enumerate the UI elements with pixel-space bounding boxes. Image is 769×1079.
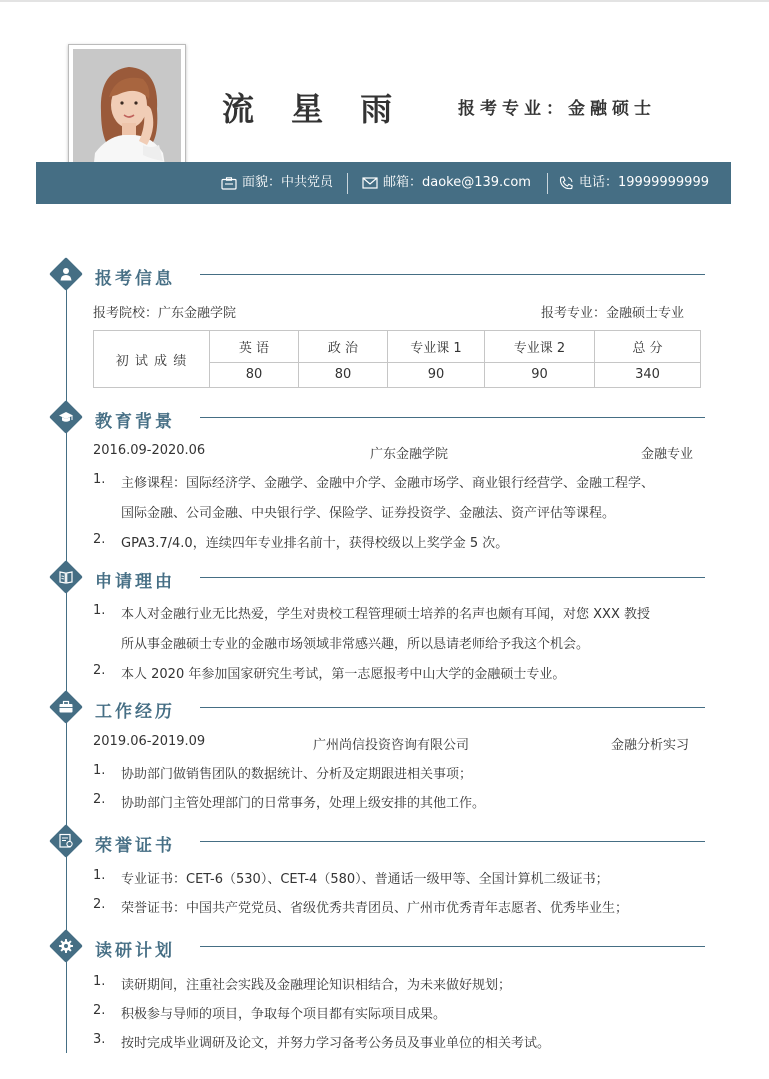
score-header: 总 分 (595, 331, 701, 363)
score-header: 英 语 (210, 331, 299, 363)
list-item: 专业证书：CET-6（530）、CET-4（580）、普通话一级甲等、全国计算机二级证书； (121, 872, 609, 887)
contact-divider (347, 173, 348, 194)
score-header: 政 治 (299, 331, 388, 363)
list-number: 3. (93, 1032, 106, 1047)
apply-info-section-icon (54, 262, 78, 286)
list-item-continued: 所从事金融硕士专业的金融市场领域非常感兴趣，所以恳请老师给予我这个机会。 (121, 637, 590, 652)
list-number: 1. (93, 763, 106, 778)
mail-icon (362, 177, 378, 189)
list-number: 2. (93, 663, 106, 678)
list-number: 2. (93, 897, 106, 912)
list-number: 2. (93, 1003, 106, 1018)
score-header: 专业课 2 (485, 331, 595, 363)
graduation-cap-icon (58, 409, 74, 425)
score-row-label: 初 试 成 绩 (94, 331, 210, 388)
list-item: 按时完成毕业调研及论文，并努力学习备考公务员及事业单位的相关考试。 (121, 1036, 551, 1051)
list-item: 读研期间，注重社会实践及金融理论知识相结合，为未来做好规划； (121, 978, 512, 993)
honors-section-icon (54, 829, 78, 853)
contact-email-text[interactable]: 邮箱：daoke@139.com (383, 175, 531, 190)
reason-title: 申请理由 (95, 572, 175, 592)
apply-major-heading: 报考专业：金融硕士 (458, 99, 656, 119)
apply-school: 报考院校：广东金融学院 (93, 306, 237, 321)
plan-section-icon (54, 934, 78, 958)
plan-title: 读研计划 (95, 941, 175, 961)
honors-title: 荣誉证书 (95, 836, 175, 856)
education-period: 2016.09-2020.06 (93, 443, 206, 458)
work-role: 金融分析实习 (611, 738, 690, 753)
section-divider (200, 417, 705, 418)
reason-section-icon (54, 565, 78, 589)
apply-info-title: 报考信息 (95, 269, 175, 289)
apply-major: 报考专业：金融硕士专业 (541, 306, 685, 321)
section-divider (200, 274, 705, 275)
score-value: 90 (388, 362, 485, 387)
section-divider (200, 841, 705, 842)
work-title: 工作经历 (95, 702, 175, 722)
contact-divider (547, 173, 548, 194)
education-section-icon (54, 405, 78, 429)
education-title: 教育背景 (95, 412, 175, 432)
section-divider (200, 577, 705, 578)
contact-band (36, 162, 731, 204)
list-number: 1. (93, 868, 106, 883)
list-item: 主修课程：国际经济学、金融学、金融中介学、金融市场学、商业银行经营学、金融工程学、 (121, 476, 655, 491)
id-card-icon (221, 177, 237, 190)
certificate-icon (58, 833, 74, 849)
score-value: 80 (210, 362, 299, 387)
contact-email (362, 162, 531, 204)
score-value: 340 (595, 362, 701, 387)
list-item: 积极参与导师的项目，争取每个项目都有实际项目成果。 (121, 1007, 447, 1022)
list-item: 协助部门做销售团队的数据统计、分析及定期跟进相关事项； (121, 767, 473, 782)
education-school: 广东金融学院 (370, 447, 449, 462)
user-icon (58, 266, 74, 282)
score-table (93, 330, 701, 388)
phone-icon (558, 176, 574, 191)
list-item: 本人对金融行业无比热爱，学生对贵校工程管理硕士培养的名声也颇有耳闻，对您 XXX 教授 (121, 607, 650, 622)
work-period: 2019.06-2019.09 (93, 734, 206, 749)
section-divider (200, 946, 705, 947)
briefcase-icon (58, 699, 74, 715)
book-icon (58, 569, 74, 585)
education-major: 金融专业 (641, 447, 694, 462)
contact-politics (221, 162, 333, 204)
top-border (0, 0, 769, 2)
list-number: 2. (93, 532, 106, 547)
section-divider (200, 707, 705, 708)
contact-phone (558, 162, 709, 204)
list-number: 2. (93, 792, 106, 807)
list-item: 本人 2020 年参加国家研究生考试，第一志愿报考中山大学的金融硕士专业。 (121, 667, 566, 682)
list-item: 协助部门主管处理部门的日常事务，处理上级安排的其他工作。 (121, 796, 486, 811)
contact-phone-text[interactable]: 电话：19999999999 (579, 175, 709, 190)
contact-politics-text: 面貌：中共党员 (242, 175, 334, 190)
list-item: 荣誉证书：中国共产党党员、省级优秀共青团员、广州市优秀青年志愿者、优秀毕业生； (121, 901, 629, 916)
list-item-continued: 国际金融、公司金融、中央银行学、保险学、证券投资学、金融法、资产评估等课程。 (121, 506, 616, 521)
list-number: 1. (93, 472, 106, 487)
score-header: 专业课 1 (388, 331, 485, 363)
score-value: 80 (299, 362, 388, 387)
candidate-name: 流 星 雨 (222, 90, 406, 128)
list-item: GPA3.7/4.0，连续四年专业排名前十，获得校级以上奖学金 5 次。 (121, 536, 509, 551)
score-value: 90 (485, 362, 595, 387)
work-section-icon (54, 695, 78, 719)
gear-icon (58, 938, 74, 954)
list-number: 1. (93, 974, 106, 989)
list-number: 1. (93, 603, 106, 618)
work-company: 广州尚信投资咨询有限公司 (313, 738, 470, 753)
